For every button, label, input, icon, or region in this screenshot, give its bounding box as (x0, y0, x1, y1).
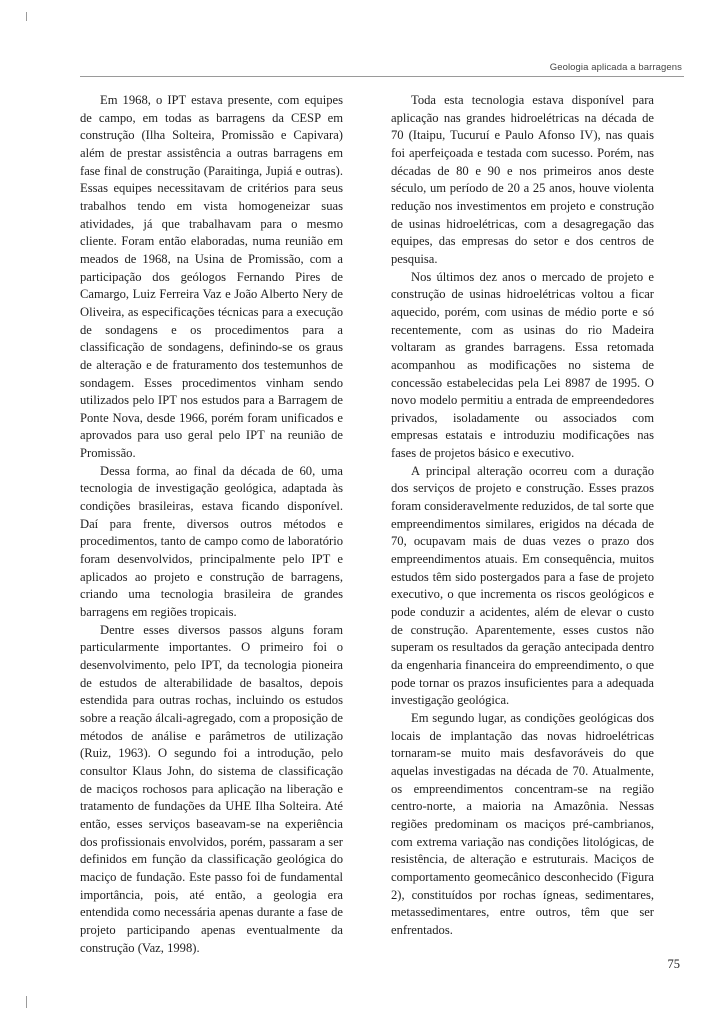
paragraph: Em segundo lugar, as condições geológicas dos locais de implantação das novas hidroelétricas tornaram-se muito mais desfavoráveis do que aquelas investigadas na década de 70. Atualmente, os empreendimentos concentram-se na região centro-norte, a maioria na Amazônia. Nessas regiões predominam os maciços pré-cambrianos, com extrema variação nas condições litológicas, de resistência, de alteração e estruturais. Maciços de comportamento geomecânico desconhecido (Figura 2), constituídos por rochas ígneas, sedimentares, metassedimentares, entre outros, têm que ser enfrentados. (391, 710, 654, 937)
crop-mark-bottom (26, 996, 27, 1008)
paragraph: A principal alteração ocorreu com a duração dos serviços de projeto e construção. Esses prazos foram consideravelmente reduzidos, de tal sorte que empreendimentos similares, erigidos na década de 70, ocupavam mais de duas vezes o prazo dos empreendimentos atuais. Em consequência, muitos estudos têm sido postergados para a fase de projeto executivo, o que incrementa os riscos geológicos e pode conduzir a acidentes, além de elevar o custo de construção. Aparentemente, esses custos não superam os resultados da geração antecipada dentro da engenharia financeira do empreendimento, o que pode tornar os prazos insuficientes para a adequada investigação geológica. (391, 463, 654, 708)
page-number: 75 (667, 957, 680, 971)
paragraph: Nos últimos dez anos o mercado de projeto e construção de usinas hidroelétricas voltou a ficar aquecido, porém, com usinas de médio porte e só recentemente, com as usinas do rio Madeira voltaram as grandes barragens. Essa retomada acompanhou as modificações no sistema de concessão estabelecidas pela Lei 8987 de 1995. O novo modelo permitiu a entrada de empreendedores privados, isoladamente ou associados com empresas estatais e introduziu modificações nas fases de projetos básico e executivo. (391, 269, 654, 461)
left-column (80, 92, 343, 957)
right-column (391, 92, 654, 940)
header-rule (80, 76, 684, 77)
paragraph: Em 1968, o IPT estava presente, com equipes de campo, em todas as barragens da CESP em construção (Ilha Solteira, Promissão e Capivara) além de prestar assistência a outras barragens em fase final de construção (Paraitinga, Jupiá e outras). Essas equipes necessitavam de critérios para seus trabalhos tendo em vista homogeneizar suas atividades, já que trabalhavam para o mesmo cliente. Foram então elaboradas, numa reunião em meados de 1968, na Usina de Promissão, com a participação dos geólogos Fernando Pires de Camargo, Luiz Ferreira Vaz e João Alberto Nery de Oliveira, as especificações técnicas para a execução de sondagens e os procedimentos para a classificação de sondagens, definindo-se os graus de alteração e de fraturamento dos testemunhos de sondagem. Esses procedimentos vinham sendo utilizados pelo IPT nos estudos para a Barragem de Ponte Nova, desde 1966, porém foram unificados e aprovados para uso geral pelo IPT na reunião de Promissão. (80, 93, 343, 461)
running-head: Geologia aplicada a barragens (549, 62, 682, 73)
paragraph: Dessa forma, ao final da década de 60, uma tecnologia de investigação geológica, adaptada às condições brasileiras, estava ficando disponível. Daí para frente, diversos outros métodos e procedimentos, tanto de campo como de laboratório foram desenvolvidos, principalmente pelo IPT e aplicados ao projeto e construção de barragens, criando uma tecnologia brasileira de grandes barragens em regiões tropicais. (80, 463, 343, 620)
paragraph: Toda esta tecnologia estava disponível para aplicação nas grandes hidroelétricas na década de 70 (Itaipu, Tucuruí e Paulo Afonso IV), nas quais foi aperfeiçoada e testada com sucesso. Porém, nas décadas de 80 e 90 e nos primeiros anos deste século, um período de 20 a 25 anos, houve violenta redução nos investimentos em projeto e construção de usinas hidroelétricas, com a desagregação das equipes, das empresas do setor e dos centros de pesquisa. (391, 93, 654, 266)
paragraph: Dentre esses diversos passos alguns foram particularmente importantes. O primeiro foi o desenvolvimento, pelo IPT, da tecnologia pioneira de estudos de alterabilidade de basaltos, depois estendida para outras rochas, incluindo os estudos sobre a reação álcali-agregado, com a proposição de métodos de análise e parâmetros de utilização (Ruiz, 1963). O segundo foi a introdução, pelo consultor Klaus John, do sistema de classificação de maciços rochosos para aplicação na liberação e tratamento de fundações da UHE Ilha Solteira. Até então, esses serviços baseavam-se na experiência dos profissionais envolvidos, porém, passaram a ser definidos em função da classificação geológica do maciço de fundação. Este passo foi de fundamental importância, pois, até então, a geologia era entendida como necessária apenas durante a fase de projeto participando apenas eventualmente da construção (Vaz, 1998). (80, 622, 343, 955)
crop-mark-top (26, 12, 27, 21)
